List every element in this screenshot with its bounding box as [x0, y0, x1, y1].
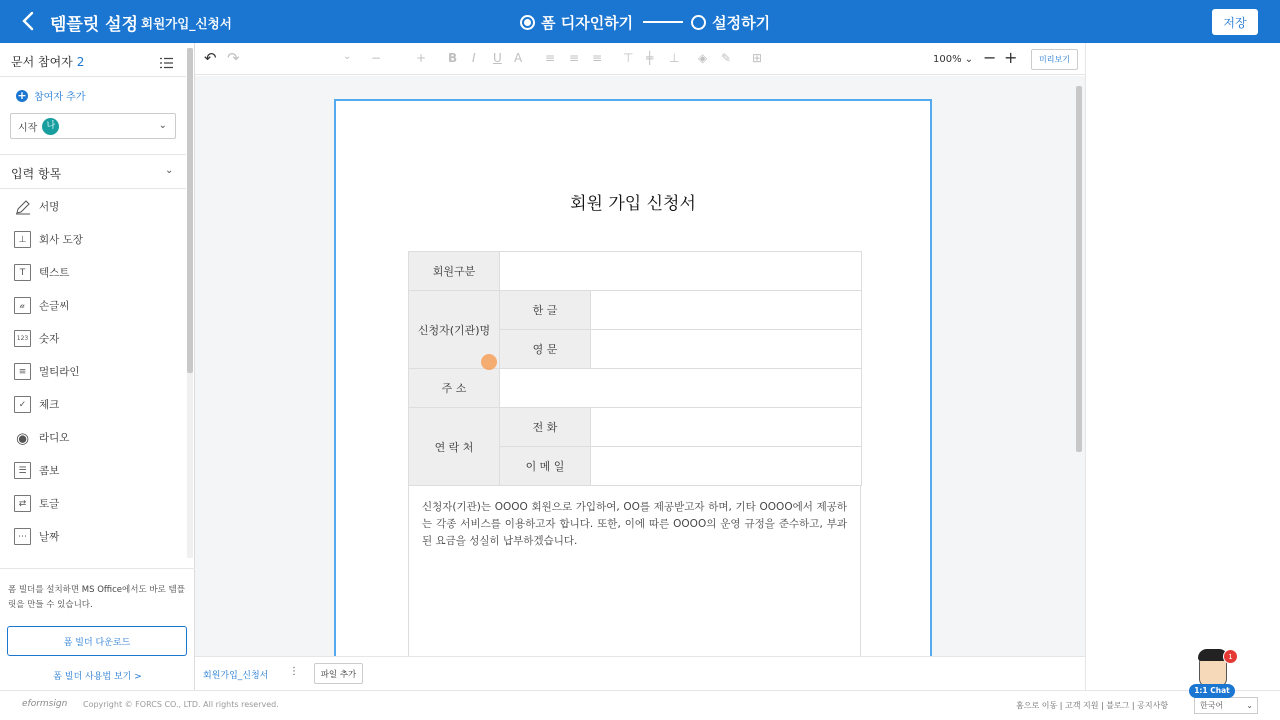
cell-email[interactable]	[591, 447, 862, 486]
cursor-highlight	[481, 354, 497, 370]
language-value: 한국어	[1200, 701, 1224, 710]
chevron-down-icon[interactable]: ⌄	[165, 165, 174, 176]
participants-header	[0, 43, 186, 77]
bold-icon[interactable]: B	[448, 51, 458, 65]
input-item-label: 라디오	[39, 432, 70, 444]
input-items-title: 입력 항목	[11, 167, 62, 181]
formbuilder-promo	[0, 568, 195, 690]
file-tab-bar	[195, 656, 1085, 690]
more-vertical-icon[interactable]: ⋮	[289, 666, 299, 677]
input-item-label: 날짜	[39, 531, 60, 543]
top-bar	[0, 0, 1280, 43]
align-left-icon[interactable]: ≡	[545, 51, 556, 65]
eformsign-logo: eformsign	[22, 699, 68, 709]
chat-widget[interactable]	[1189, 649, 1235, 701]
page-title: 템플릿 설정	[50, 15, 139, 35]
zoom-level: 100%	[933, 54, 962, 65]
step-connector	[643, 21, 683, 23]
chat-notification-badge: 1	[1223, 649, 1238, 664]
cell-english[interactable]	[591, 330, 862, 369]
scrollbar-thumb[interactable]	[1076, 86, 1082, 452]
agreement-clause[interactable]: 신청자(기관)는 OOOO 회원으로 가입하여, OO를 제공받고자 하며, 기타 OOOO에서 제공하는 각종 서비스를 이용하고자 합니다. 또한, 이에 따른 OOOO의 운영 규정을 준수하고, 부과된 요금을 성실히 납부하겠습니다.	[408, 485, 861, 656]
sidebar	[0, 43, 195, 690]
step-settings[interactable]: 설정하기	[712, 13, 771, 32]
undo-icon[interactable]: ↶	[204, 49, 217, 67]
participants-label: 문서 참여자	[11, 55, 73, 69]
italic-icon[interactable]: I	[472, 51, 476, 65]
formbuilder-guide-link[interactable]: 폼 빌더 사용법 보기 >	[53, 672, 142, 682]
input-items-list	[0, 190, 186, 562]
input-item-label: 서명	[39, 201, 60, 213]
cell-phone[interactable]	[591, 408, 862, 447]
file-tab[interactable]: 회원가입_신청서	[203, 671, 269, 681]
toggle-icon: ⇄	[14, 495, 31, 512]
label-english[interactable]: 영 문	[500, 330, 591, 369]
multiline-icon: ≡	[14, 363, 31, 380]
input-item-text[interactable]	[0, 256, 186, 289]
valign-top-icon[interactable]: ⊤	[623, 51, 634, 65]
input-item-toggle[interactable]	[0, 487, 186, 520]
redo-icon[interactable]: ↷	[227, 49, 240, 67]
border-style-icon[interactable]: ⊞	[752, 51, 763, 65]
sidebar-scrollbar[interactable]	[187, 48, 193, 558]
document-page[interactable]	[334, 99, 932, 656]
back-icon[interactable]	[18, 10, 40, 32]
input-item-label: 회사 도장	[39, 234, 83, 246]
save-button[interactable]: 저장	[1212, 9, 1258, 35]
zoom-in-icon[interactable]: +	[1004, 48, 1018, 67]
border-color-icon[interactable]: ✎	[721, 51, 732, 65]
font-color-icon[interactable]: A	[514, 51, 523, 65]
participant-badge: 나	[42, 118, 59, 135]
input-items-header[interactable]	[0, 154, 186, 189]
copyright: Copyright © FORCS CO., LTD. All rights reserved.	[83, 700, 279, 709]
canvas-scrollbar[interactable]	[1076, 86, 1082, 656]
underline-icon[interactable]: U	[493, 51, 502, 65]
table-row	[409, 291, 862, 330]
plus-circle-icon: +	[17, 88, 27, 102]
table-row	[409, 369, 862, 408]
input-item-label: 콤보	[39, 465, 60, 477]
scrollbar-thumb[interactable]	[187, 48, 193, 373]
step-design[interactable]: 폼 디자인하기	[541, 13, 634, 32]
editor-canvas[interactable]	[195, 76, 1085, 656]
add-participant-label: 참여자 추가	[34, 92, 86, 103]
pen-icon	[14, 198, 31, 215]
label-applicant[interactable]: 신청자(기관)명	[409, 291, 500, 369]
input-item-multiline[interactable]	[0, 355, 186, 388]
combo-icon: ☰	[14, 462, 31, 479]
stamp-icon: ⊥	[14, 231, 31, 248]
document-title[interactable]: 회원 가입 신청서	[570, 194, 696, 214]
input-item-date[interactable]	[0, 520, 186, 553]
chevron-down-icon: ⌄	[1246, 701, 1253, 710]
align-center-icon[interactable]: ≡	[569, 51, 580, 65]
step-radio-inactive-icon[interactable]	[691, 15, 706, 30]
input-item-label: 토글	[39, 498, 60, 510]
footer	[0, 690, 1280, 720]
editor-toolbar	[195, 43, 1085, 75]
participant-count: 2	[76, 55, 85, 69]
input-item-number[interactable]	[0, 322, 186, 355]
input-item-label: 멀티라인	[39, 366, 80, 378]
zoom-select[interactable]	[933, 54, 973, 65]
input-item-signature[interactable]	[0, 190, 186, 223]
participant-select[interactable]	[10, 113, 176, 139]
list-icon[interactable]	[160, 54, 173, 66]
input-item-radio[interactable]	[0, 421, 186, 454]
number-icon: 123	[14, 330, 31, 347]
form-table[interactable]	[408, 251, 862, 486]
font-size-increase-icon[interactable]: +	[416, 51, 427, 65]
label-member-type[interactable]: 회원구분	[409, 252, 500, 291]
participants-title	[11, 53, 84, 70]
input-item-combo[interactable]	[0, 454, 186, 487]
table-row	[409, 252, 862, 291]
participant-select-label: 시작	[18, 122, 38, 134]
check-icon: ✓	[14, 396, 31, 413]
preview-button[interactable]: 미리보기	[1031, 49, 1078, 70]
label-korean[interactable]: 한 글	[500, 291, 591, 330]
properties-panel	[1085, 43, 1280, 690]
formbuilder-download-button[interactable]: 폼 빌더 다운로드	[7, 626, 187, 656]
input-item-check[interactable]	[0, 388, 186, 421]
text-icon: T	[14, 264, 31, 281]
chevron-down-icon: ⌄	[158, 120, 167, 131]
label-phone[interactable]: 전 화	[500, 408, 591, 447]
valign-bottom-icon[interactable]: ⊥	[669, 51, 680, 65]
calendar-icon: ⋯	[14, 528, 31, 545]
step-radio-active-icon[interactable]	[520, 15, 535, 30]
input-item-label: 손글씨	[39, 300, 70, 312]
document-name: 회원가입_신청서	[141, 16, 232, 31]
chevron-down-icon: ⌄	[964, 54, 974, 65]
add-file-button[interactable]: 파일 추가	[314, 663, 363, 684]
align-right-icon[interactable]: ≡	[592, 51, 603, 65]
add-participant-button[interactable]	[16, 88, 85, 103]
input-item-stamp[interactable]	[0, 223, 186, 256]
radio-icon: ◉	[15, 428, 30, 447]
label-contact[interactable]: 연 락 처	[409, 408, 500, 486]
footer-links[interactable]: 홈으로 이동 | 고객 지원 | 블로그 | 공지사항	[1016, 701, 1169, 710]
valign-middle-icon[interactable]: ╪	[646, 51, 654, 65]
input-item-handwriting[interactable]	[0, 289, 186, 322]
cell-address[interactable]	[500, 369, 862, 408]
input-item-label: 숫자	[39, 333, 60, 345]
step-indicator	[520, 12, 770, 32]
input-item-label: 텍스트	[39, 267, 70, 279]
font-select-chevron-icon[interactable]: ⌄	[343, 51, 352, 62]
label-address[interactable]: 주 소	[409, 369, 500, 408]
zoom-out-icon[interactable]: −	[983, 48, 997, 67]
table-row	[409, 408, 862, 447]
cell-korean[interactable]	[591, 291, 862, 330]
input-item-label: 체크	[39, 399, 60, 411]
handwriting-icon: 𝒶	[14, 297, 31, 314]
label-email[interactable]: 이 메 일	[500, 447, 591, 486]
formbuilder-promo-text: 폼 빌더를 설치하면 MS Office에서도 바로 템플릿을 만들 수 있습니다.	[8, 585, 185, 610]
fill-color-icon[interactable]: ◈	[698, 51, 708, 65]
chat-label[interactable]: 1:1 Chat	[1189, 684, 1235, 698]
cell-member-type[interactable]	[500, 252, 862, 291]
font-size-decrease-icon[interactable]: −	[371, 51, 382, 65]
